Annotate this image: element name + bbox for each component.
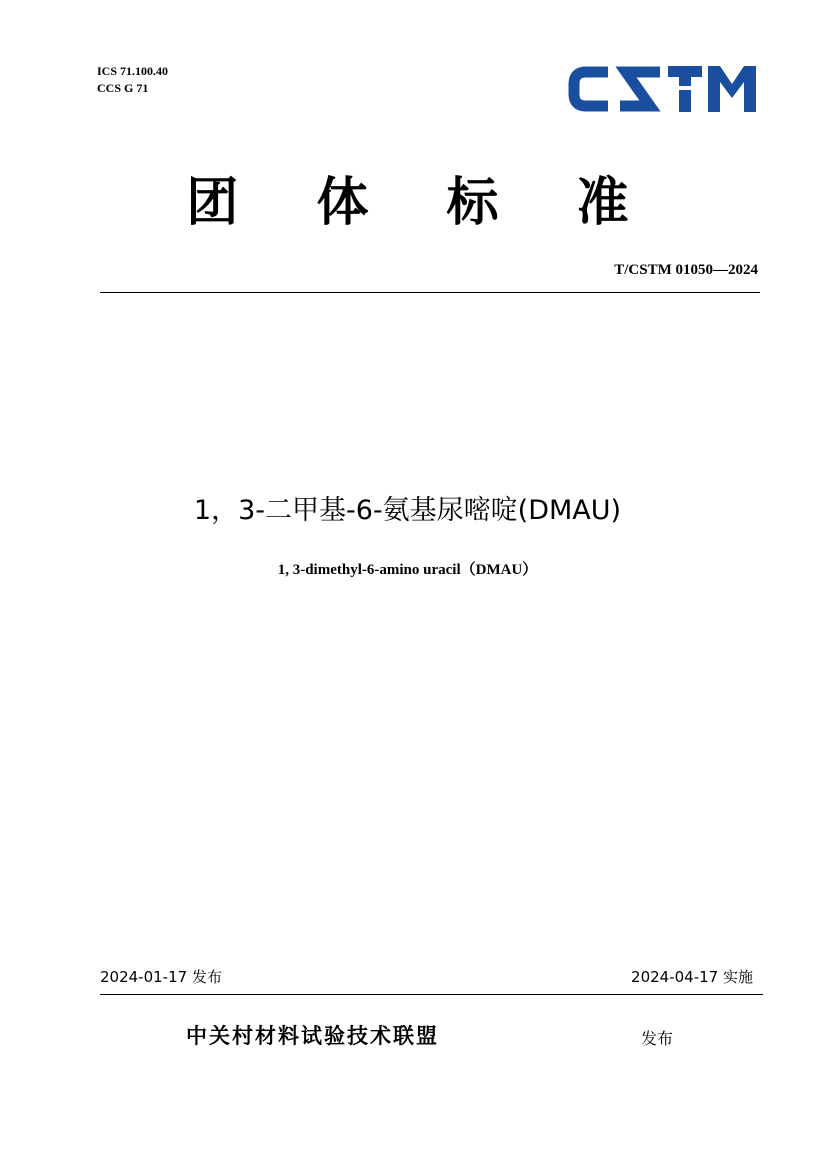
ccs-code: CCS G 71 bbox=[97, 81, 149, 95]
issue-date: 2024-01-17 发布 bbox=[100, 968, 222, 986]
classification-codes bbox=[97, 63, 168, 97]
implementation-date: 2024-04-17 实施 bbox=[631, 968, 753, 986]
standard-category-title: 团 体 标 准 bbox=[186, 173, 659, 233]
document-title-chinese: 1，3-二甲基-6-氨基尿嘧啶(DMAU) bbox=[193, 495, 622, 526]
document-title-english: 1, 3-dimethyl-6-amino uracil（DMAU） bbox=[277, 562, 538, 578]
publisher-action: 发布 bbox=[641, 1029, 674, 1048]
standard-number: T/CSTM 01050—2024 bbox=[614, 262, 758, 278]
footer-divider bbox=[100, 994, 763, 995]
cstm-logo bbox=[568, 62, 758, 116]
header-divider bbox=[100, 292, 760, 293]
ics-code: ICS 71.100.40 bbox=[97, 64, 169, 78]
publisher-name: 中关村材料试验技术联盟 bbox=[186, 1024, 439, 1048]
